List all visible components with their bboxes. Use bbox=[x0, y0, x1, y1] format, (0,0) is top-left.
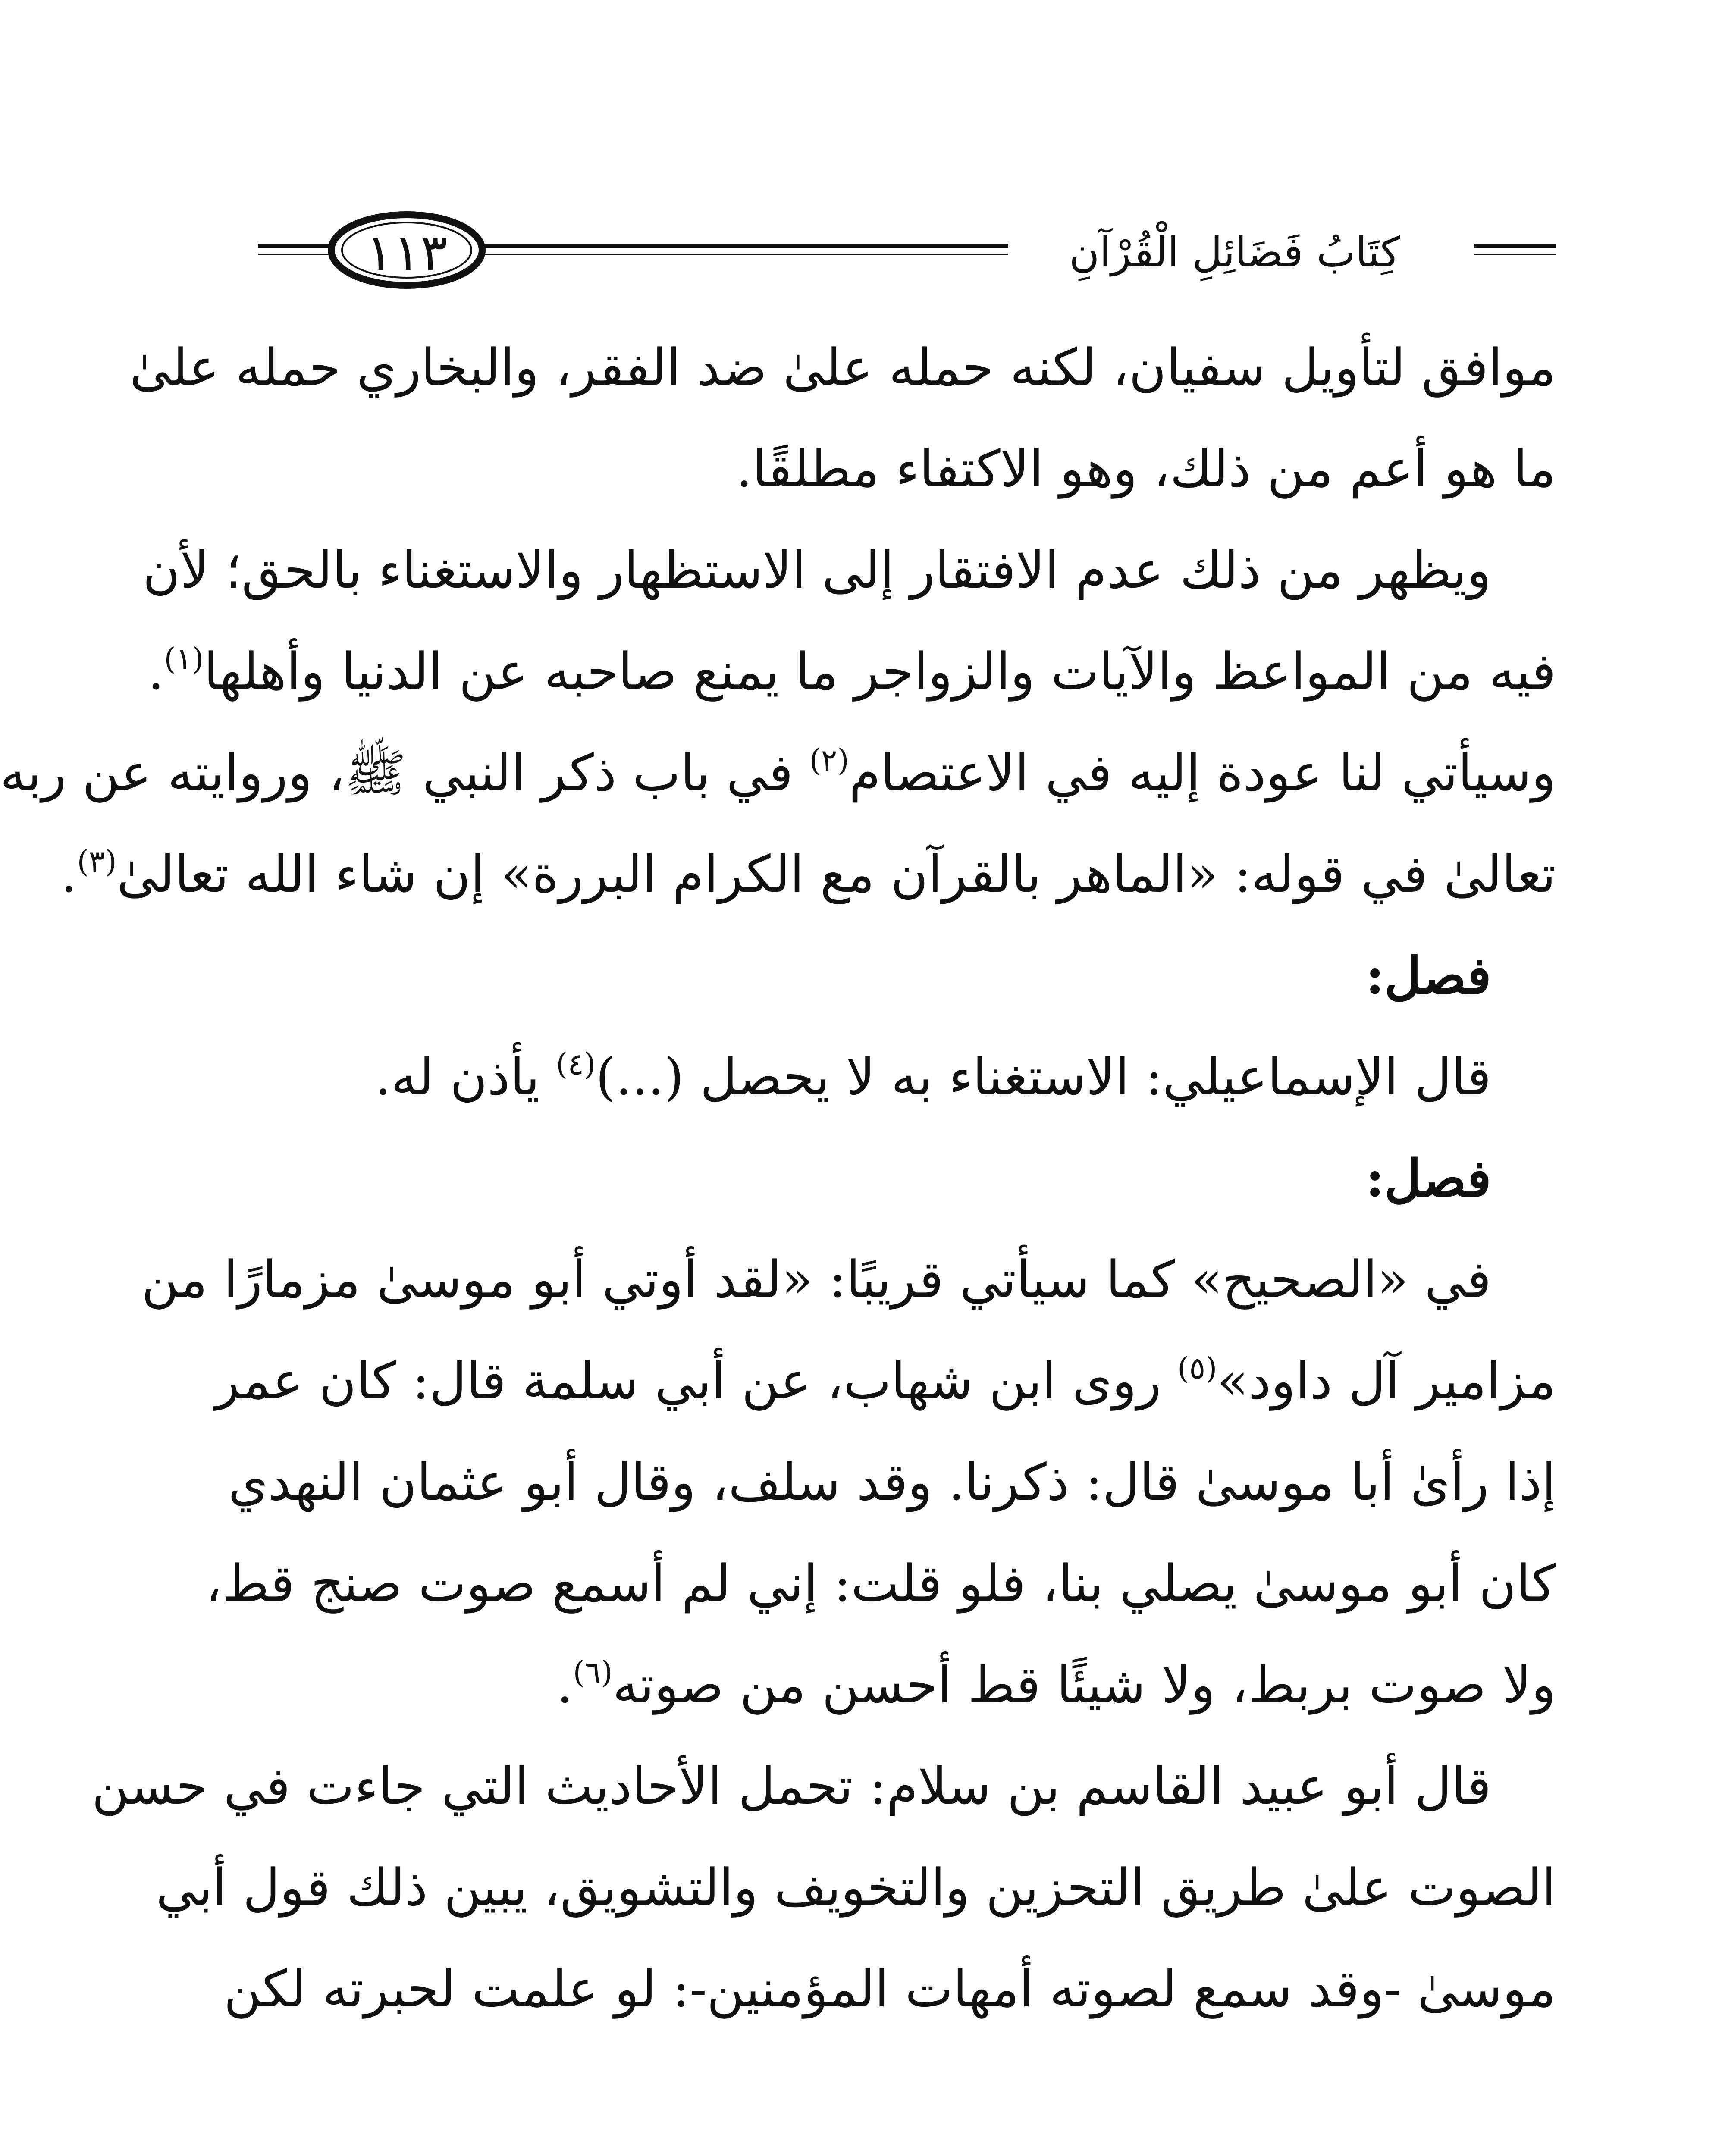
text-line bbox=[258, 1026, 1556, 1128]
text-segment: وسيأتي لنا عودة إليه في الاعتصام bbox=[849, 743, 1556, 802]
footnote-ref: (٢) bbox=[809, 743, 849, 778]
text-line bbox=[147, 621, 1556, 722]
text-line bbox=[215, 1330, 1556, 1432]
footnote-ref: (١) bbox=[164, 641, 204, 677]
text-line: ويظهر من ذلك عدم الافتقار إلى الاستظهار والاستغناء بالحق؛ لأن bbox=[143, 540, 1491, 600]
page-number: ١١٣ bbox=[365, 222, 448, 282]
text-segment: فيه من المواعظ والآيات والزواجر ما يمنع صاحبه عن الدنيا وأهلها bbox=[204, 642, 1556, 701]
text-line: قال أبو عبيد القاسم بن سلام: تحمل الأحاديث التي جاءت في حسن bbox=[91, 1756, 1491, 1816]
text-segment: روى ابن شهاب، عن أبي سلمة قال: كان عمر bbox=[215, 1351, 1178, 1410]
period: . bbox=[556, 1655, 573, 1714]
text-line: الصوت علىٰ طريق التحزين والتخويف والتشويق، يبين ذلك قول أبي bbox=[156, 1858, 1556, 1917]
footnote-ref: (٣) bbox=[77, 844, 117, 879]
text-line: في «الصحيح» كما سيأتي قريبًا: «لقد أوتي أبو موسىٰ مزمارًا من bbox=[141, 1250, 1491, 1309]
text-segment: ولا صوت بربط، ولا شيئًا قط أحسن من صوته bbox=[612, 1655, 1556, 1714]
text-segment: في باب ذكر النبي ﷺ، وروايته عن ربه bbox=[0, 743, 794, 802]
text-line: إذا رأىٰ أبا موسىٰ قال: ذكرنا. وقد سلف، وقال أبو عثمان النهدي bbox=[228, 1452, 1556, 1512]
text-line bbox=[0, 722, 1556, 824]
footnote-ref: (٦) bbox=[573, 1655, 613, 1690]
text-line: موافق لتأويل سفيان، لكنه حمله علىٰ ضد الفقر، والبخاري حمله علىٰ bbox=[129, 338, 1556, 397]
text-segment: تعالىٰ في قوله: «الماهر بالقرآن مع الكرام البررة» إن شاء الله تعالىٰ bbox=[116, 844, 1556, 904]
period: . bbox=[147, 642, 164, 701]
text-segment: قال الإسماعيلي: الاستغناء به لا يحصل (...) bbox=[596, 1047, 1491, 1106]
footnote-ref: (٤) bbox=[556, 1047, 596, 1082]
period: . bbox=[60, 844, 77, 904]
text-line: موسىٰ -وقد سمع لصوته أمهات المؤمنين-: لو علمت لحبرته لكن bbox=[224, 1959, 1556, 2018]
footnote-ref: (٥) bbox=[1177, 1351, 1217, 1386]
running-header bbox=[258, 203, 1556, 298]
text-line: ما هو أعم من ذلك، وهو الاكتفاء مطلقًا. bbox=[736, 439, 1556, 498]
section-heading: فصل: bbox=[1365, 946, 1491, 1006]
text-segment: يأذن له. bbox=[375, 1047, 556, 1106]
text-line bbox=[60, 824, 1556, 925]
text-segment: مزامير آل داود» bbox=[1217, 1351, 1556, 1410]
main-text bbox=[0, 317, 1556, 2040]
text-line bbox=[258, 1634, 1556, 1736]
section-heading: فصل: bbox=[1365, 1148, 1491, 1208]
book-title: كِتَابُ فَضَائِلِ الْقُرْآنِ bbox=[1008, 211, 1461, 293]
text-line: كان أبو موسىٰ يصلي بنا، فلو قلت: إني لم أسمع صوت صنج قط، bbox=[205, 1554, 1556, 1613]
